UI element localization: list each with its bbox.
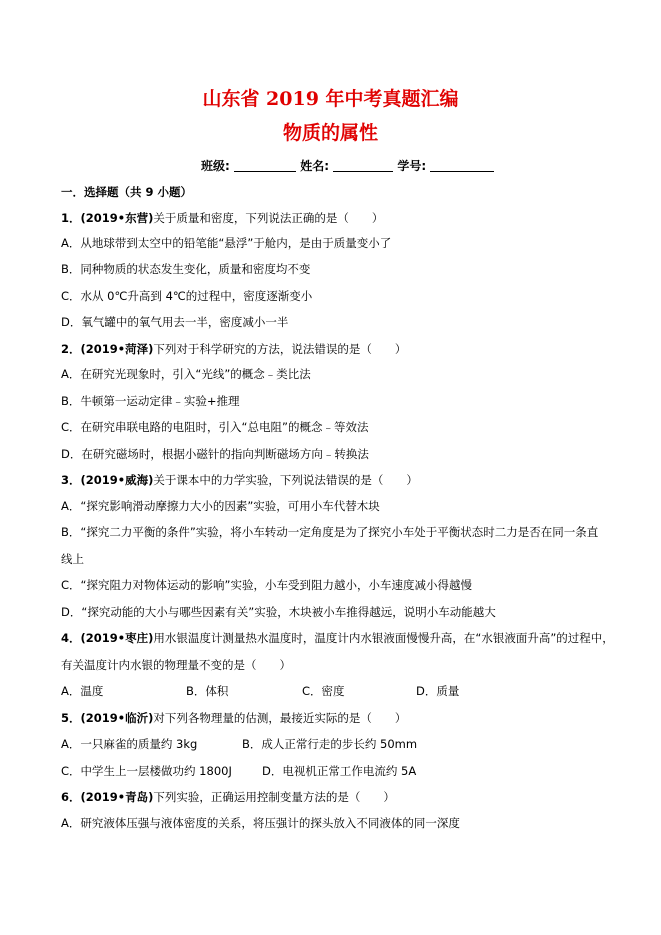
question-number: 3．(2019•威海) (61, 473, 154, 487)
option: A．“探究影响滑动摩擦力大小的因素”实验，可用小车代替木块 (61, 499, 380, 513)
option: B．“探究二力平衡的条件”实验，将小车转动一定角度是为了探究小车处于平衡状态时二力是否在同一条直 (61, 525, 599, 539)
class-blank[interactable] (234, 159, 296, 172)
option: C．水从 0℃升高到 4℃的过程中，密度逐渐变小 (61, 289, 313, 303)
option: C．在研究串联电路的电阻时，引入“总电阻”的概念﹣等效法 (61, 420, 369, 434)
document-subtitle: 物质的属性 (282, 122, 378, 144)
option: D．质量 (416, 684, 460, 698)
option: A．温度 (61, 684, 104, 698)
question-number: 6．(2019•青岛) (61, 790, 154, 804)
question-6 (61, 789, 395, 805)
option: A．研究液体压强与液体密度的关系，将压强计的探头放入不同液体的同一深度 (61, 816, 460, 830)
question-stem: 关于质量和密度，下列说法正确的是（ ） (153, 211, 384, 225)
option: B．牛顿第一运动定律﹣实验+推理 (61, 394, 240, 408)
option: D．在研究磁场时，根据小磁针的指向判断磁场方向﹣转换法 (61, 447, 369, 461)
question-stem: 关于课本中的力学实验，下列说法错误的是（ ） (153, 473, 418, 487)
option: A．一只麻雀的质量约 3kg (61, 737, 198, 751)
name-blank[interactable] (333, 159, 393, 172)
id-label: 学号: (397, 159, 427, 173)
question-number: 1．(2019•东营) (61, 211, 154, 225)
question-stem: 下列对于科学研究的方法，说法错误的是（ ） (153, 342, 407, 356)
question-stem: 下列实验，正确运用控制变量方法的是（ ） (153, 790, 395, 804)
name-label: 姓名: (300, 159, 329, 173)
question-number: 2．(2019•菏泽) (61, 342, 154, 356)
option: B．同种物质的状态发生变化，质量和密度均不变 (61, 262, 311, 276)
option: D．“探究动能的大小与哪些因素有关”实验，木块被小车推得越远，说明小车动能越大 (61, 605, 496, 619)
option: D．氧气罐中的氧气用去一半，密度减小一半 (61, 315, 289, 329)
question-4 (61, 630, 614, 646)
question-stem: 用水银温度计测量热水温度时，温度计内水银液面慢慢升高，在“水银液面升高”的过程中， (153, 631, 614, 645)
question-1 (61, 210, 383, 226)
document-title: 山东省 2019 年中考真题汇编 (202, 88, 459, 110)
section-heading: 一．选择题（共 9 小题） (61, 185, 193, 199)
option: D．电视机正常工作电流约 5A (262, 764, 417, 778)
question-number: 5．(2019•临沂) (61, 711, 154, 725)
option: A．在研究光现象时，引入“光线”的概念﹣类比法 (61, 367, 311, 381)
option: B．体积 (186, 684, 229, 698)
option: C．密度 (302, 684, 345, 698)
id-blank[interactable] (430, 159, 494, 172)
option: A．从地球带到太空中的铅笔能“悬浮”于舱内，是由于质量变小了 (61, 236, 392, 250)
option: C．中学生上一层楼做功约 1800J (61, 764, 232, 778)
question-3 (61, 472, 418, 488)
question-5 (61, 710, 406, 726)
option: C．“探究阻力对物体运动的影响”实验，小车受到阻力越小，小车速度减小得越慢 (61, 578, 472, 592)
question-stem-continued: 有关温度计内水银的物理量不变的是（ ） (61, 658, 291, 672)
question-2 (61, 341, 406, 357)
student-info-row (201, 157, 494, 174)
option-continuation: 线上 (61, 552, 84, 566)
question-stem: 对下列各物理量的估测，最接近实际的是（ ） (153, 711, 407, 725)
question-number: 4．(2019•枣庄) (61, 631, 154, 645)
option: B．成人正常行走的步长约 50mm (242, 737, 418, 751)
class-label: 班级: (201, 159, 230, 173)
